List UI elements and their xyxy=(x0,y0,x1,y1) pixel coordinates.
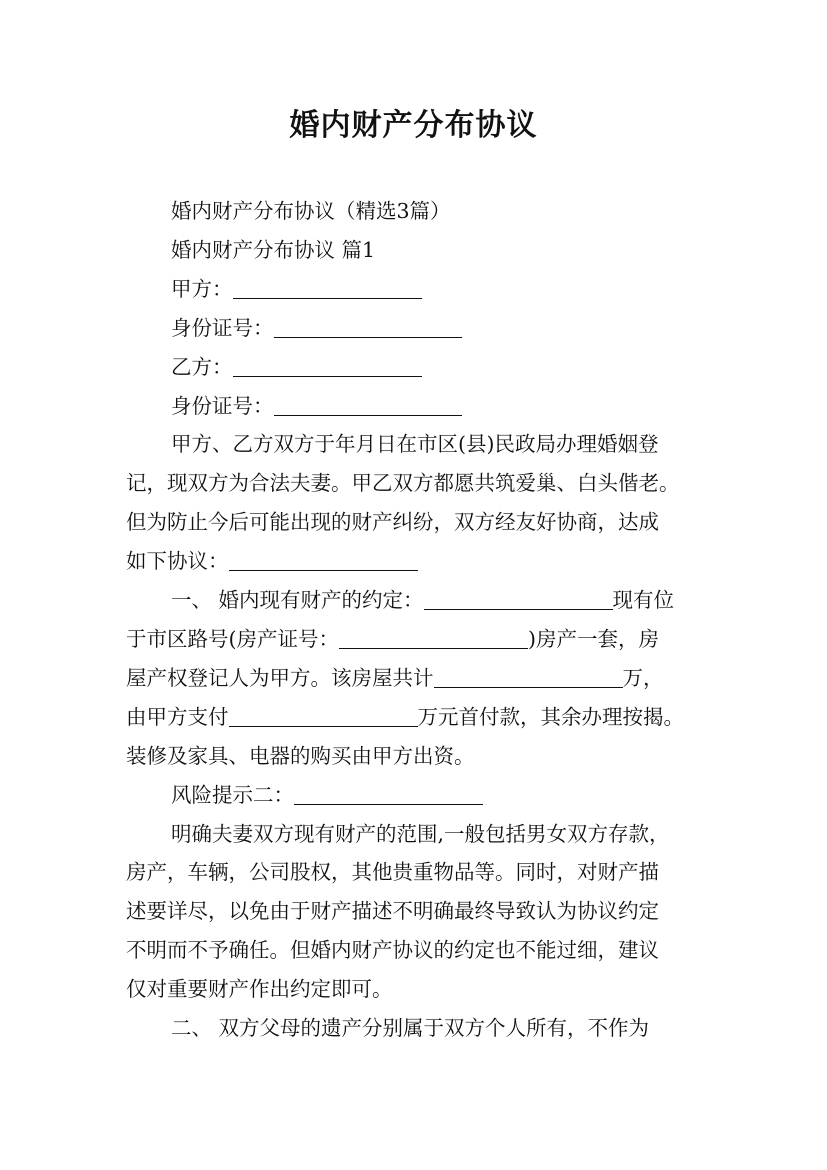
party-a-id-line xyxy=(126,309,716,348)
party-a-blank xyxy=(233,277,422,299)
party-b-id-label: 身份证号： xyxy=(171,393,274,418)
risk-tip-label: 风险提示二： xyxy=(171,782,294,807)
paragraph-line xyxy=(126,542,716,581)
party-a-id-label: 身份证号： xyxy=(171,315,274,340)
party-b-line xyxy=(126,348,716,387)
party-b-id-blank xyxy=(274,394,462,416)
party-a-label: 甲方： xyxy=(171,276,233,301)
down-payment-blank xyxy=(229,705,418,727)
clause1-text: 由甲方支付 xyxy=(126,704,229,729)
paragraph-line: 记，现双方为合法夫妻。甲乙双方都愿共筑爱巢、白头偕老。 xyxy=(126,471,680,496)
clause1-text: 于市区路号(房产证号： xyxy=(126,626,339,651)
clause1-text: 屋产权登记人为甲方。该房屋共计 xyxy=(126,665,434,690)
paragraph-line: 述要详尽，以免由于财产描述不明确最终导致认为协议约定 xyxy=(126,899,659,924)
risk-tip-line xyxy=(126,776,716,815)
clause-line xyxy=(126,581,716,620)
party-a-line xyxy=(126,270,716,309)
party-b-label: 乙方： xyxy=(171,354,233,379)
deed-number-blank xyxy=(339,627,528,649)
clause-line: 二、 双方父母的遗产分别属于双方个人所有，不作为 xyxy=(171,1016,650,1041)
document-title: 婚内财产分布协议 xyxy=(289,108,538,143)
party-b-id-line xyxy=(126,387,716,426)
clause-line xyxy=(126,698,716,737)
total-price-blank xyxy=(434,666,623,688)
party-b-blank xyxy=(233,355,422,377)
clause1-text: 万元首付款，其余办理按揭。 xyxy=(417,704,684,729)
agreement-blank xyxy=(229,550,418,572)
document-subtitle: 婚内财产分布协议（精选3篇） xyxy=(171,199,451,223)
paragraph-line: 明确夫妻双方现有财产的范围,一般包括男女双方存款， xyxy=(171,821,670,846)
risk-tip-blank xyxy=(294,783,483,805)
agreement-intro: 如下协议： xyxy=(126,549,229,574)
clause1-text: )房产一套，房 xyxy=(528,626,659,651)
clause1-text: 万， xyxy=(622,665,664,690)
paragraph-line: 但为防止今后可能出现的财产纠纷，双方经友好协商，达成 xyxy=(126,510,659,535)
document-body xyxy=(126,192,716,1048)
paragraph-line: 仅对重要财产作出约定即可。 xyxy=(126,977,393,1002)
section-heading: 婚内财产分布协议 篇1 xyxy=(171,237,376,262)
paragraph-line: 甲方、乙方双方于年月日在市区(县)民政局办理婚姻登 xyxy=(171,432,659,457)
party-a-id-blank xyxy=(274,316,462,338)
clause1-heading: 一、 婚内现有财产的约定： xyxy=(171,588,424,613)
property-blank xyxy=(424,589,613,611)
clause-line xyxy=(126,659,716,698)
clause-line xyxy=(126,620,716,659)
paragraph-line: 不明而不予确任。但婚内财产协议的约定也不能过细，建议 xyxy=(126,938,659,963)
clause-line: 装修及家具、电器的购买由甲方出资。 xyxy=(126,743,475,768)
paragraph-line: 房产，车辆，公司股权，其他贵重物品等。同时，对财产描 xyxy=(126,860,659,885)
clause1-text: 现有位 xyxy=(612,588,675,613)
